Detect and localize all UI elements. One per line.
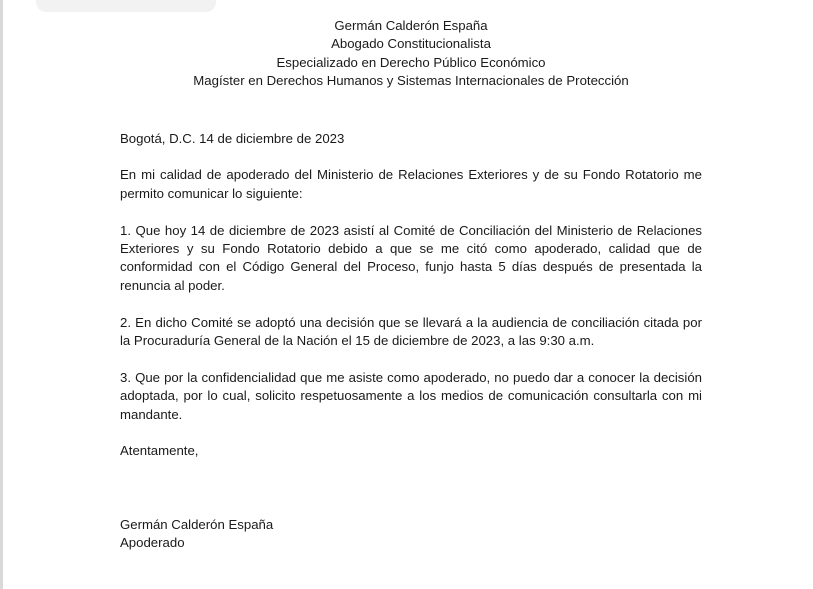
closing: Atentamente, <box>120 443 199 459</box>
letterhead-title: Abogado Constitucionalista <box>331 36 491 52</box>
signature-name: Germán Calderón España <box>120 516 274 532</box>
page-left-edge <box>0 0 3 589</box>
letterhead-name: Germán Calderón España <box>334 18 488 33</box>
signature-block <box>120 516 702 553</box>
letter-page <box>120 0 702 553</box>
letterhead-masters: Magíster en Derechos Humanos y Sistemas Internacionales de Protección <box>193 73 629 89</box>
letter-date: Bogotá, D.C. 14 de diciembre de 2023 <box>120 130 345 146</box>
letterhead-specialization: Especializado en Derecho Público Económico <box>276 54 546 70</box>
intro-paragraph: En mi calidad de apoderado del Ministerio de Relaciones Exteriores y de su Fondo Rotatorio me permito comunicar lo siguiente: <box>120 167 702 201</box>
point-3: 3. Que por la confidencialidad que me asiste como apoderado, no puedo dar a conocer la decisión adoptada, por lo cual, solicito respetuosamente a los medios de comunicación consultarla con mi mandante. <box>120 369 702 422</box>
signature-role: Apoderado <box>120 535 185 551</box>
point-1: 1. Que hoy 14 de diciembre de 2023 asistí al Comité de Conciliación del Ministerio de Relaciones Exteriores y su Fondo Rotatorio debido a que se me citó como apoderado, calidad que de conformidad con el Código General del Proceso, funjo hasta 5 días después de presentada la renuncia al poder. <box>120 222 702 293</box>
point-2: 2. En dicho Comité se adoptó una decisión que se llevará a la audiencia de conciliación citada por la Procuraduría General de la Nación el 15 de diciembre de 2023, a las 9:30 a.m. <box>120 314 702 349</box>
letterhead <box>100 17 722 91</box>
